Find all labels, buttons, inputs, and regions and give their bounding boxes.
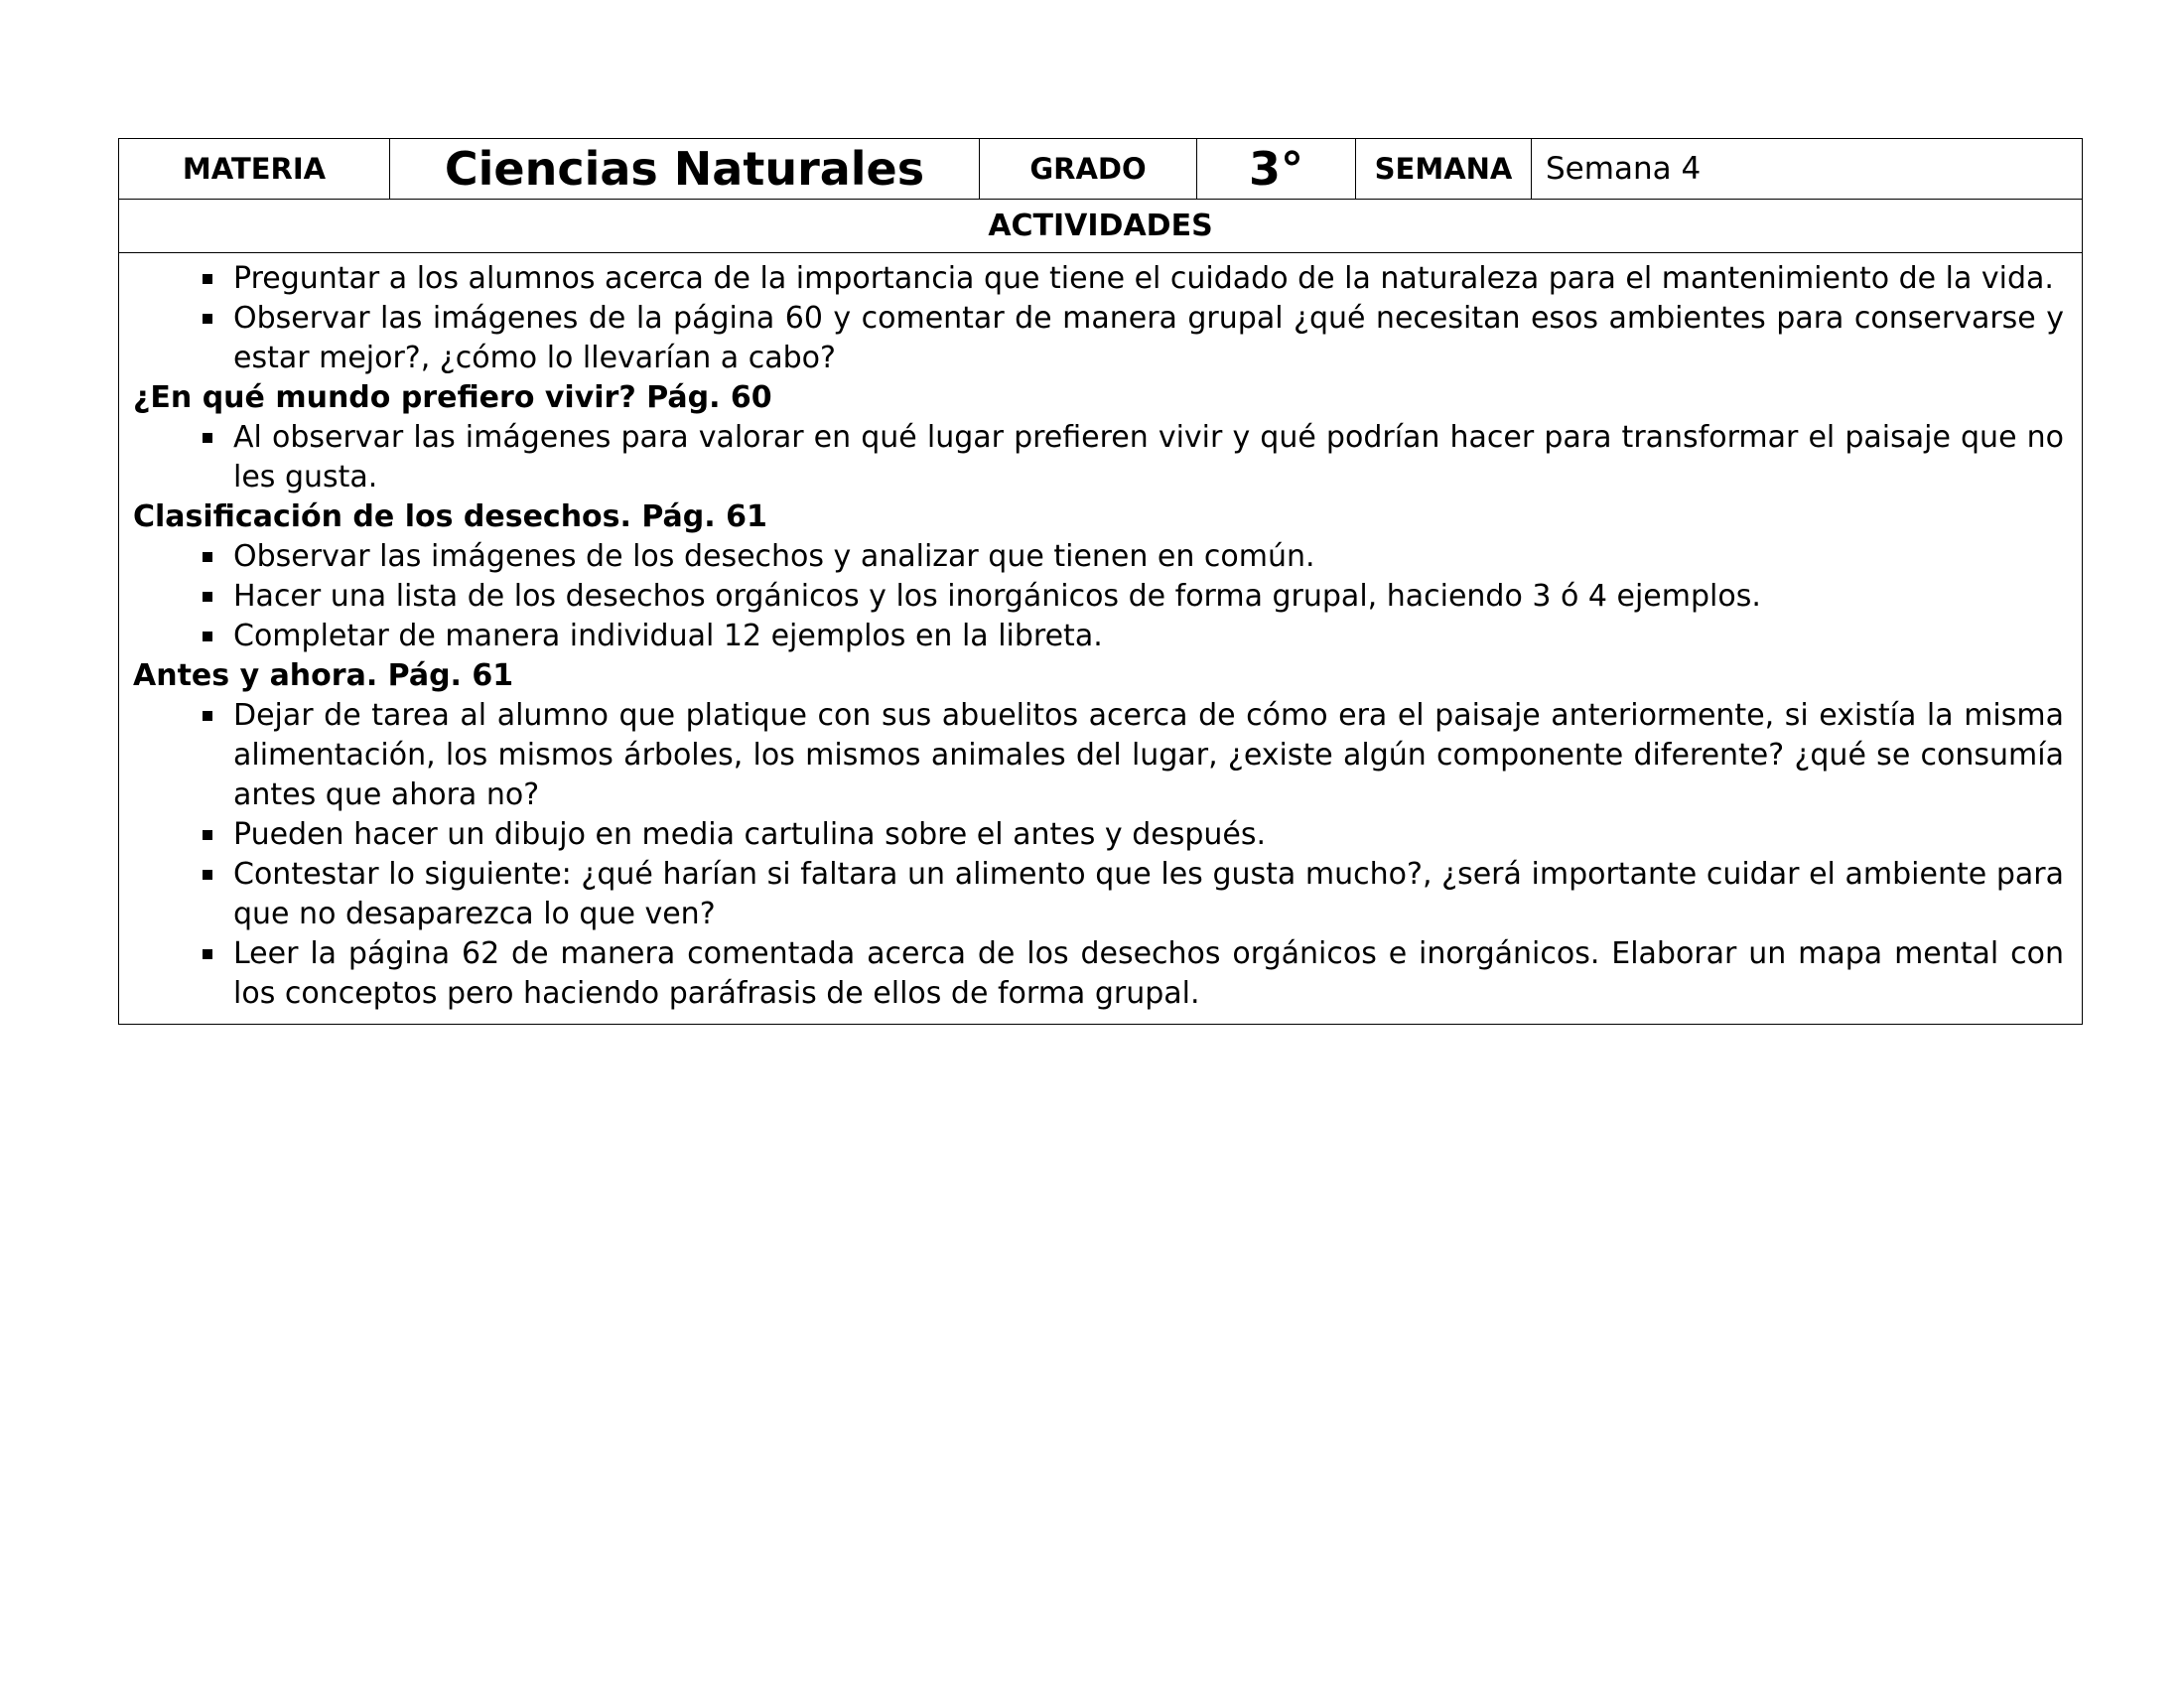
semana-value: Semana 4 (1532, 139, 2083, 200)
list-item (133, 299, 2064, 378)
list-item-text: Observar las imágenes de los desechos y analizar que tienen en común. (233, 539, 1315, 574)
list-item-text: Al observar las imágenes para valorar en qué lugar prefieren vivir y qué podrían hacer para transformar el paisaje que no les gusta. (233, 420, 2064, 494)
list-item-text: Dejar de tarea al alumno que platique con sus abuelitos acerca de cómo era el paisaje anteriormente, si existía la misma alimentación, los mismos árboles, los mismos animales del lugar, ¿existe algún componente diferente? ¿qué se consumía antes que ahora no? (233, 698, 2064, 812)
header-row (119, 139, 2083, 200)
bullet-square-icon (203, 433, 212, 443)
list-item (133, 418, 2064, 497)
lesson-plan-table (118, 138, 2083, 1025)
list-item (133, 815, 2064, 855)
activities-content-row (119, 253, 2083, 1025)
bullet-square-icon (203, 870, 212, 880)
list-item-text: Leer la página 62 de manera comentada acerca de los desechos orgánicos e inorgánicos. Elaborar un mapa mental con los conceptos pero haciendo paráfrasis de ellos de forma grupal. (233, 936, 2064, 1011)
activities-header-row (119, 200, 2083, 253)
section-list (133, 418, 2064, 497)
bullet-square-icon (203, 314, 212, 324)
list-item-text: Preguntar a los alumnos acerca de la importancia que tiene el cuidado de la naturaleza para el mantenimiento de la vida. (233, 261, 2054, 296)
semana-label: SEMANA (1356, 139, 1532, 200)
section-title: Antes y ahora. Pág. 61 (133, 658, 514, 693)
section-title: Clasificación de los desechos. Pág. 61 (133, 499, 767, 534)
intro-list (133, 259, 2064, 378)
list-item (133, 934, 2064, 1014)
section-list (133, 537, 2064, 656)
bullet-square-icon (203, 592, 212, 602)
section-list (133, 696, 2064, 1014)
bullet-square-icon (203, 632, 212, 641)
bullet-square-icon (203, 949, 212, 959)
list-item-text: Contestar lo siguiente: ¿qué harían si faltara un alimento que les gusta mucho?, ¿será importante cuidar el ambiente para que no desaparezca lo que ven? (233, 857, 2064, 931)
list-item-text: Observar las imágenes de la página 60 y comentar de manera grupal ¿qué necesitan esos ambientes para conservarse y estar mejor?, ¿cómo lo llevarían a cabo? (233, 301, 2064, 375)
activities-content (119, 253, 2083, 1025)
grado-label: GRADO (980, 139, 1197, 200)
list-item (133, 855, 2064, 934)
grado-value: 3° (1197, 139, 1356, 200)
bullet-square-icon (203, 274, 212, 284)
materia-label: MATERIA (119, 139, 390, 200)
list-item (133, 259, 2064, 299)
bullet-square-icon (203, 711, 212, 721)
list-item-text: Completar de manera individual 12 ejemplos en la libreta. (233, 619, 1103, 653)
section-title: ¿En qué mundo prefiero vivir? Pág. 60 (133, 380, 772, 415)
bullet-square-icon (203, 552, 212, 562)
list-item (133, 577, 2064, 617)
activities-title: ACTIVIDADES (119, 200, 2083, 253)
list-item-text: Hacer una lista de los desechos orgánicos y los inorgánicos de forma grupal, haciendo 3 ó 4 ejemplos. (233, 579, 1761, 614)
bullet-square-icon (203, 830, 212, 840)
list-item (133, 537, 2064, 577)
list-item (133, 617, 2064, 656)
list-item-text: Pueden hacer un dibujo en media cartulina sobre el antes y después. (233, 817, 1267, 852)
materia-value: Ciencias Naturales (390, 139, 980, 200)
list-item (133, 696, 2064, 815)
